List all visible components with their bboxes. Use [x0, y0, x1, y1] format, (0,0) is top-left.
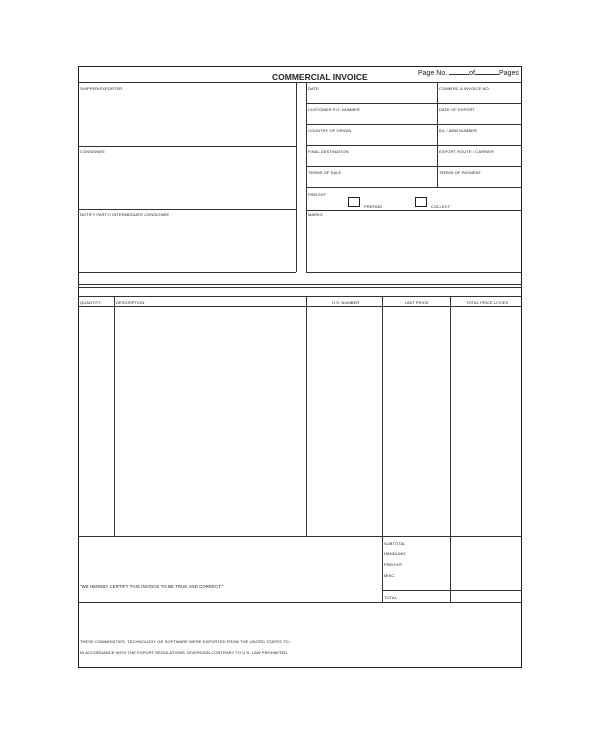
header-divider	[78, 82, 522, 83]
col-header-quantity: QUANTITY	[80, 300, 102, 305]
right-block-left-edge	[306, 82, 307, 272]
country-of-origin-label: COUNTRY OF ORIGIN	[308, 128, 352, 133]
table-bottom	[78, 536, 522, 537]
col-header-description: DESCRIPTION	[116, 300, 145, 305]
invoice-title: COMMERCIAL INVOICE	[272, 72, 368, 82]
export-statement-1: THESE COMMODITIES, TECHNOLOGY OR SOFTWARE WERE EXPORTED FROM THE UNITED STATES TO :	[80, 639, 292, 644]
terms-of-payment-label: TERMS OF PAYMENT	[439, 170, 482, 175]
shipper-exporter-label: SHIPPER/EXPORTER	[80, 86, 123, 91]
prepaid-checkbox[interactable]	[348, 197, 360, 207]
divider-right-1	[306, 103, 522, 104]
export-route-label: EXPORT ROUTE / CARRIER	[439, 149, 494, 154]
left-block-right-edge	[296, 82, 297, 272]
page-number-field[interactable]: Page No. of Pages	[418, 70, 519, 77]
col-divider-hs	[382, 296, 383, 602]
total-label: TOTAL	[384, 595, 398, 600]
subtotal-label: SUBTOTAL	[384, 541, 406, 546]
col-divider-unit	[450, 296, 451, 602]
bl-awb-label: B/L / AWB NUMBER	[439, 128, 477, 133]
divider-shipper	[78, 146, 296, 147]
date-of-export-label: DATE OF EXPORT	[439, 107, 475, 112]
col-divider-description	[306, 296, 307, 536]
invoice-form	[78, 66, 522, 668]
totals-bottom	[78, 602, 522, 603]
consignee-label: CONSIGNEE	[80, 149, 105, 154]
divider-right-7	[306, 272, 522, 273]
collect-label: COLLECT	[431, 204, 451, 209]
col-divider-quantity	[114, 296, 115, 536]
marks-label: MARKS	[308, 212, 323, 217]
final-destination-label: FINAL DESTINATION	[308, 149, 349, 154]
export-statement-2: IN ACCORDANCE WITH THE EXPORT REGULATIONS. DIVERSION CONTRARY TO U.S. LAW PROHIBITED.	[80, 650, 289, 655]
divider-right-2	[306, 124, 522, 125]
divider-right-5	[306, 187, 522, 188]
freight-label: FREIGHT	[308, 192, 327, 197]
prepaid-label: PREPAID	[364, 204, 382, 209]
invoice-number-label: COMM'RC & INVOICE NO.	[439, 86, 490, 91]
col-header-unit-price: UNIT PRICE	[405, 300, 429, 305]
divider-consignee	[78, 209, 296, 210]
divider-right-6	[306, 210, 522, 211]
freight-total-label: FREIGHT	[384, 562, 403, 567]
band-divider-2	[78, 287, 522, 288]
divider-right-3	[306, 145, 522, 146]
col-header-hs-number: H.S. NUMBER	[332, 300, 360, 305]
notify-party-label: NOTIFY PARTY/ INTERMEDIATE CONSIGNEE	[80, 212, 170, 217]
divider-notify	[78, 272, 296, 273]
certification-text: "WE HEREBY CERTIFY THIS INVOICE TO BE TRUE AND CORRECT."	[80, 584, 224, 589]
date-label: DATE	[308, 86, 319, 91]
total-divider	[382, 590, 522, 591]
terms-of-sale-label: TERMS OF SALE	[308, 170, 342, 175]
collect-checkbox[interactable]	[415, 197, 427, 207]
table-top	[78, 296, 522, 297]
band-divider-1	[78, 284, 522, 285]
right-block-middle	[437, 82, 438, 187]
handling-label: HANDLING	[384, 551, 406, 556]
col-header-total-price: TOTAL PRICE U.S.$'S	[466, 300, 509, 305]
misc-label: MISC.	[384, 573, 396, 578]
customer-po-label: CUSTOMER P.O. NUMBER	[308, 107, 360, 112]
table-header-bottom	[78, 306, 522, 307]
divider-right-4	[306, 166, 522, 167]
